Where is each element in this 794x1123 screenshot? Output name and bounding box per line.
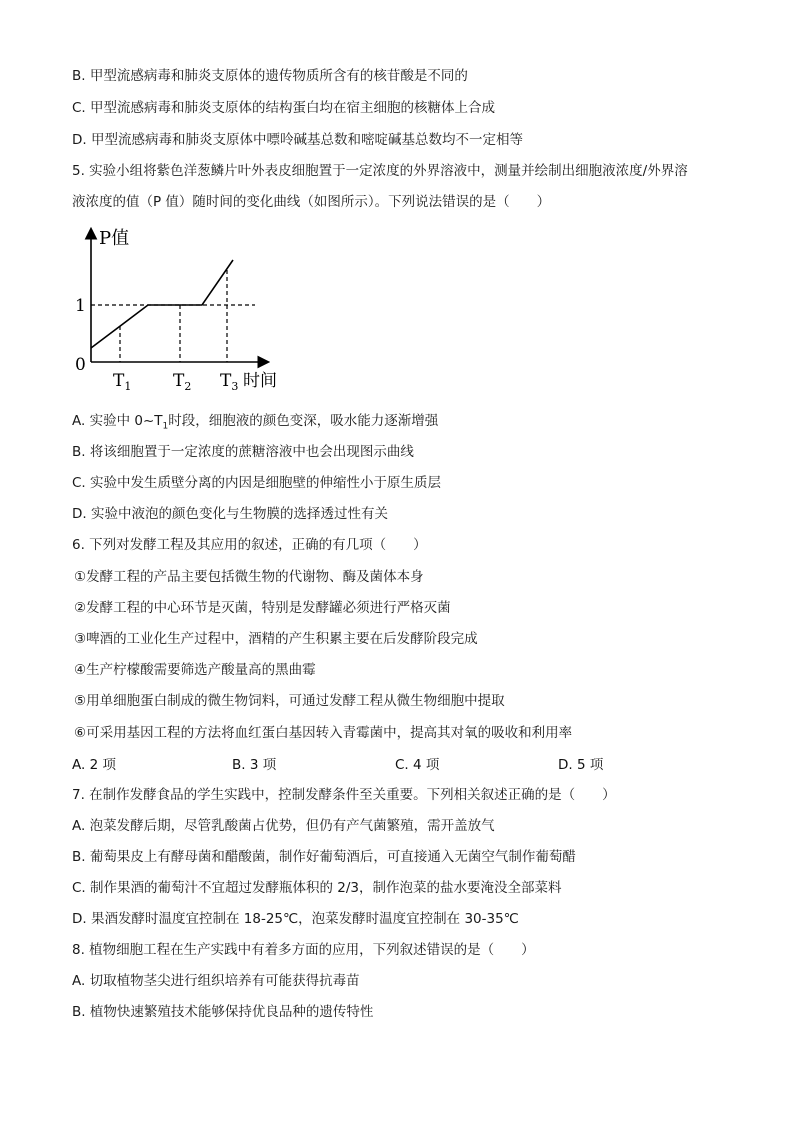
p-value-graph — [55, 222, 295, 397]
q5-stem-line-1: 5. 实验小组将紫色洋葱鳞片叶外表皮细胞置于一定浓度的外界溶液中，测量并绘制出细胞液浓度/外界溶 — [72, 163, 688, 179]
y-axis-label: P值 — [99, 228, 130, 249]
q6-option-a: A. 2 项 — [72, 757, 116, 773]
q4-option-d: D. 甲型流感病毒和肺炎支原体中嘌呤碱基总数和嘧啶碱基总数均不一定相等 — [72, 132, 523, 148]
p-value-curve — [91, 260, 233, 348]
q6-statement-6: ⑥可采用基因工程的方法将血红蛋白基因转入青霉菌中，提高其对氧的吸收和利用率 — [74, 725, 573, 741]
q5-option-a: A. 实验中 $0\sim T_1$时段，细胞液的颜色变深，吸水能力逐渐增强 — [72, 413, 439, 432]
q7-stem: 7. 在制作发酵食品的学生实践中，控制发酵条件至关重要。下列相关叙述正确的是（ ） — [72, 787, 616, 803]
t3-label: $T_3$ — [220, 371, 239, 393]
q6-options — [72, 753, 632, 771]
q7-option-a: A. 泡菜发酵后期，尽管乳酸菌占优势，但仍有产气菌繁殖，需开盖放气 — [72, 818, 495, 834]
q5-option-b: B. 将该细胞置于一定浓度的蔗糖溶液中也会出现图示曲线 — [72, 444, 414, 460]
q7-option-c: C. 制作果酒的葡萄汁不宜超过发酵瓶体积的 2/3，制作泡菜的盐水要淹没全部菜料 — [72, 880, 562, 896]
tick-label-1: 1 — [75, 296, 86, 316]
q8-option-b: B. 植物快速繁殖技术能够保持优良品种的遗传特性 — [72, 1004, 374, 1020]
x-axis-label: 时间 — [243, 371, 277, 391]
q7-option-b: B. 葡萄果皮上有酵母菌和醋酸菌，制作好葡萄酒后，可直接通入无菌空气制作葡萄醋 — [72, 849, 576, 865]
q8-option-a: A. 切取植物茎尖进行组织培养有可能获得抗毒苗 — [72, 973, 360, 989]
q6-option-b: B. 3 项 — [232, 757, 277, 773]
q6-statement-2: ②发酵工程的中心环节是灭菌，特别是发酵罐必须进行严格灭菌 — [74, 600, 451, 616]
origin-label: 0 — [75, 355, 86, 375]
q5-option-c: C. 实验中发生质壁分离的内因是细胞壁的伸缩性小于原生质层 — [72, 475, 442, 491]
t2-label: $T_2$ — [173, 371, 192, 393]
q6-statement-4: ④生产柠檬酸需要筛选产酸量高的黑曲霉 — [74, 662, 316, 678]
q6-option-c: C. 4 项 — [395, 757, 440, 773]
t1-label: $T_1$ — [113, 371, 132, 393]
q7-option-d: D. 果酒发酵时温度宜控制在 18-25℃，泡菜发酵时温度宜控制在 30-35℃ — [72, 911, 519, 927]
q4-option-b: B. 甲型流感病毒和肺炎支原体的遗传物质所含有的核苷酸是不同的 — [72, 68, 468, 84]
q5-option-d: D. 实验中液泡的颜色变化与生物膜的选择透过性有关 — [72, 506, 388, 522]
q8-stem: 8. 植物细胞工程在生产实践中有着多方面的应用，下列叙述错误的是（ ） — [72, 942, 535, 958]
q6-stem: 6. 下列对发酵工程及其应用的叙述，正确的有几项（ ） — [72, 537, 427, 553]
q6-statement-1: ①发酵工程的产品主要包括微生物的代谢物、酶及菌体本身 — [74, 569, 424, 585]
q4-option-c: C. 甲型流感病毒和肺炎支原体的结构蛋白均在宿主细胞的核糖体上合成 — [72, 100, 496, 116]
q6-option-d: D. 5 项 — [558, 757, 604, 773]
q5-stem-line-2: 液浓度的值（P 值）随时间的变化曲线（如图所示）。下列说法错误的是（ ） — [72, 194, 551, 210]
q6-statement-5: ⑤用单细胞蛋白制成的微生物饲料，可通过发酵工程从微生物细胞中提取 — [74, 693, 505, 709]
q6-statement-3: ③啤酒的工业化生产过程中，酒精的产生积累主要在后发酵阶段完成 — [74, 631, 478, 647]
